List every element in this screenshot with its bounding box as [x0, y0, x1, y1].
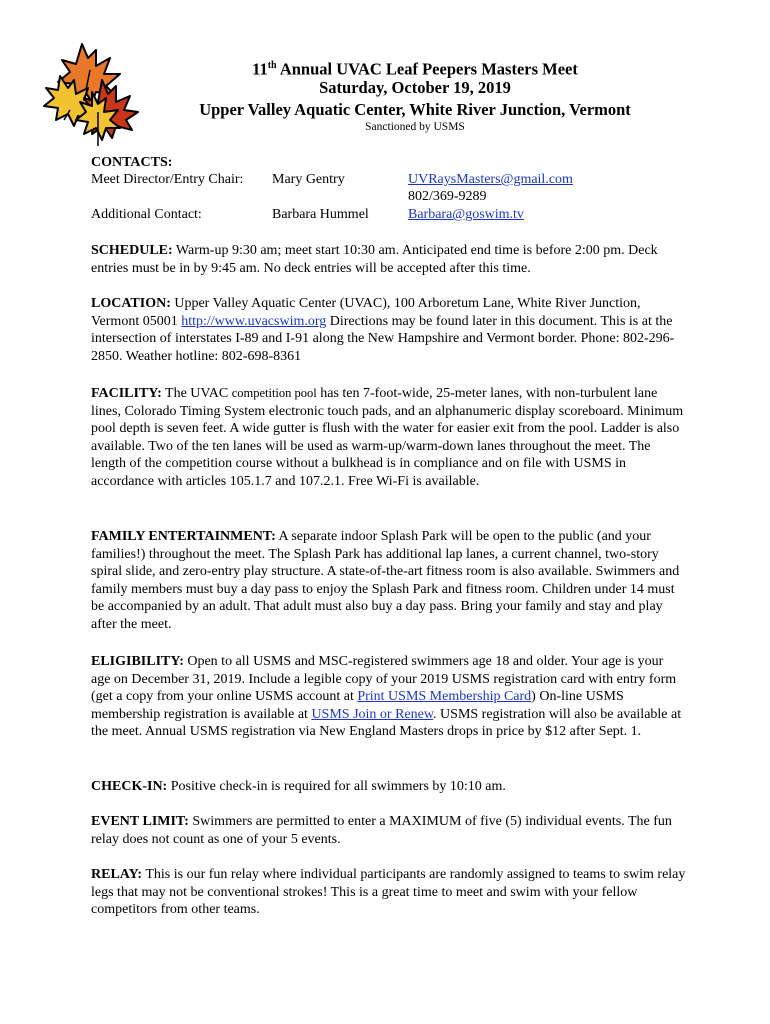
director-role: Meet Director/Entry Chair:: [91, 172, 244, 187]
event-limit-section: EVENT LIMIT: Swimmers are permitted to enter a MAXIMUM of five (5) individual events. The fun relay does not count as one of your 5 events.: [91, 814, 672, 847]
director-email-link[interactable]: UVRaysMasters@gmail.com: [408, 172, 573, 187]
print-membership-card-link[interactable]: Print USMS Membership Card: [357, 689, 532, 705]
checkin-section: CHECK-IN: Positive check-in is required for all swimmers by 10:10 am.: [91, 779, 506, 794]
family-section: FAMILY ENTERTAINMENT: A separate indoor Splash Park will be open to the public (and your families!) throughout the meet. The Splash Park has additional lap lanes, a current channel, two-story spiral slide, and zero-entry play structure. A state-of-the-art fitness room is also available. Swimmers and family members must buy a day pass to enjoy the Splash Park and fitness room. Children under 14 must be accompanied by an adult. That adult must also buy a day pass. Bring your family and stay and play after the meet.: [91, 529, 680, 632]
additional-email-link[interactable]: Barbara@goswim.tv: [408, 207, 524, 222]
location-label: LOCATION:: [91, 296, 171, 311]
director-name: Mary Gentry: [272, 172, 345, 187]
family-label: FAMILY ENTERTAINMENT:: [91, 529, 276, 544]
facility-section: FACILITY: The UVAC competition pool has ten 7-foot-wide, 25-meter lanes, with non-turbulent lane lines, Colorado Timing System electronic touch pads, and an alphanumeric display scoreboard. Minimum pool depth is seven feet. A wide gutter is flush with the water for easier exit from the pool. Ladder is also available. Two of the ten lanes will be used as warm-up/warm-down lanes throughout the meet. The length of the competition course without a bulkhead is in compliance and on file with USMS in accordance with articles 105.1.7 and 107.2.1. Free Wi-Fi is available.: [91, 386, 684, 489]
director-phone: 802/369-9289: [408, 189, 487, 204]
relay-section: RELAY: This is our fun relay where individual participants are randomly assigned to teams to swim relay legs that may not be conventional strokes! This is a great time to meet and swim with your fellow competitors from other teams.: [91, 867, 686, 918]
facility-label: FACILITY:: [91, 386, 162, 401]
schedule-text: Warm-up 9:30 am; meet start 10:30 am. Anticipated end time is before 2:00 pm. Deck entries must be in by 9:45 am. No deck entries will be accepted after this time.: [91, 243, 658, 276]
maple-leaves-icon: [40, 40, 140, 148]
meet-title: 11th Annual UVAC Leaf Peepers Masters Meet: [252, 59, 578, 79]
location-section: LOCATION: Upper Valley Aquatic Center (UVAC), 100 Arboretum Lane, White River Junction, Vermont 05001 http://www.uvacswim.org Directions may be found later in this document. This is at the intersection of interstates I-89 and I-91 along the New Hampshire and Vermont border. Phone: 802-296-2850. Weather hotline: 802-698-8361: [91, 296, 675, 364]
uvac-website-link[interactable]: http://www.uvacswim.org: [181, 313, 327, 329]
contacts-heading: CONTACTS:: [91, 155, 173, 170]
additional-name: Barbara Hummel: [272, 207, 369, 222]
additional-role: Additional Contact:: [91, 207, 202, 222]
sanction-note: Sanctioned by USMS: [365, 121, 465, 133]
meet-venue: Upper Valley Aquatic Center, White River Junction, Vermont: [199, 100, 631, 119]
meet-date: Saturday, October 19, 2019: [319, 78, 511, 97]
eligibility-label: ELIGIBILITY:: [91, 654, 184, 669]
checkin-label: CHECK-IN:: [91, 779, 168, 794]
eligibility-section: ELIGIBILITY: Open to all USMS and MSC-registered swimmers age 18 and older. Your age is your age on December 31, 2019. Include a legible copy of your 2019 USMS registration card with entry form (get a copy from your online USMS account at Print USMS Membership Card) On-line USMS membership registration is available at USMS Join or Renew. USMS registration will also be available at the meet. Annual USMS registration via New England Masters drops in price by $12 after Sept. 1.: [91, 654, 682, 740]
schedule-section: [91, 242, 686, 277]
usms-join-renew-link[interactable]: USMS Join or Renew: [311, 706, 434, 722]
event-limit-label: EVENT LIMIT:: [91, 814, 189, 829]
title-superscript: th: [267, 60, 277, 71]
relay-label: RELAY:: [91, 867, 143, 882]
schedule-label: SCHEDULE:: [91, 243, 173, 258]
